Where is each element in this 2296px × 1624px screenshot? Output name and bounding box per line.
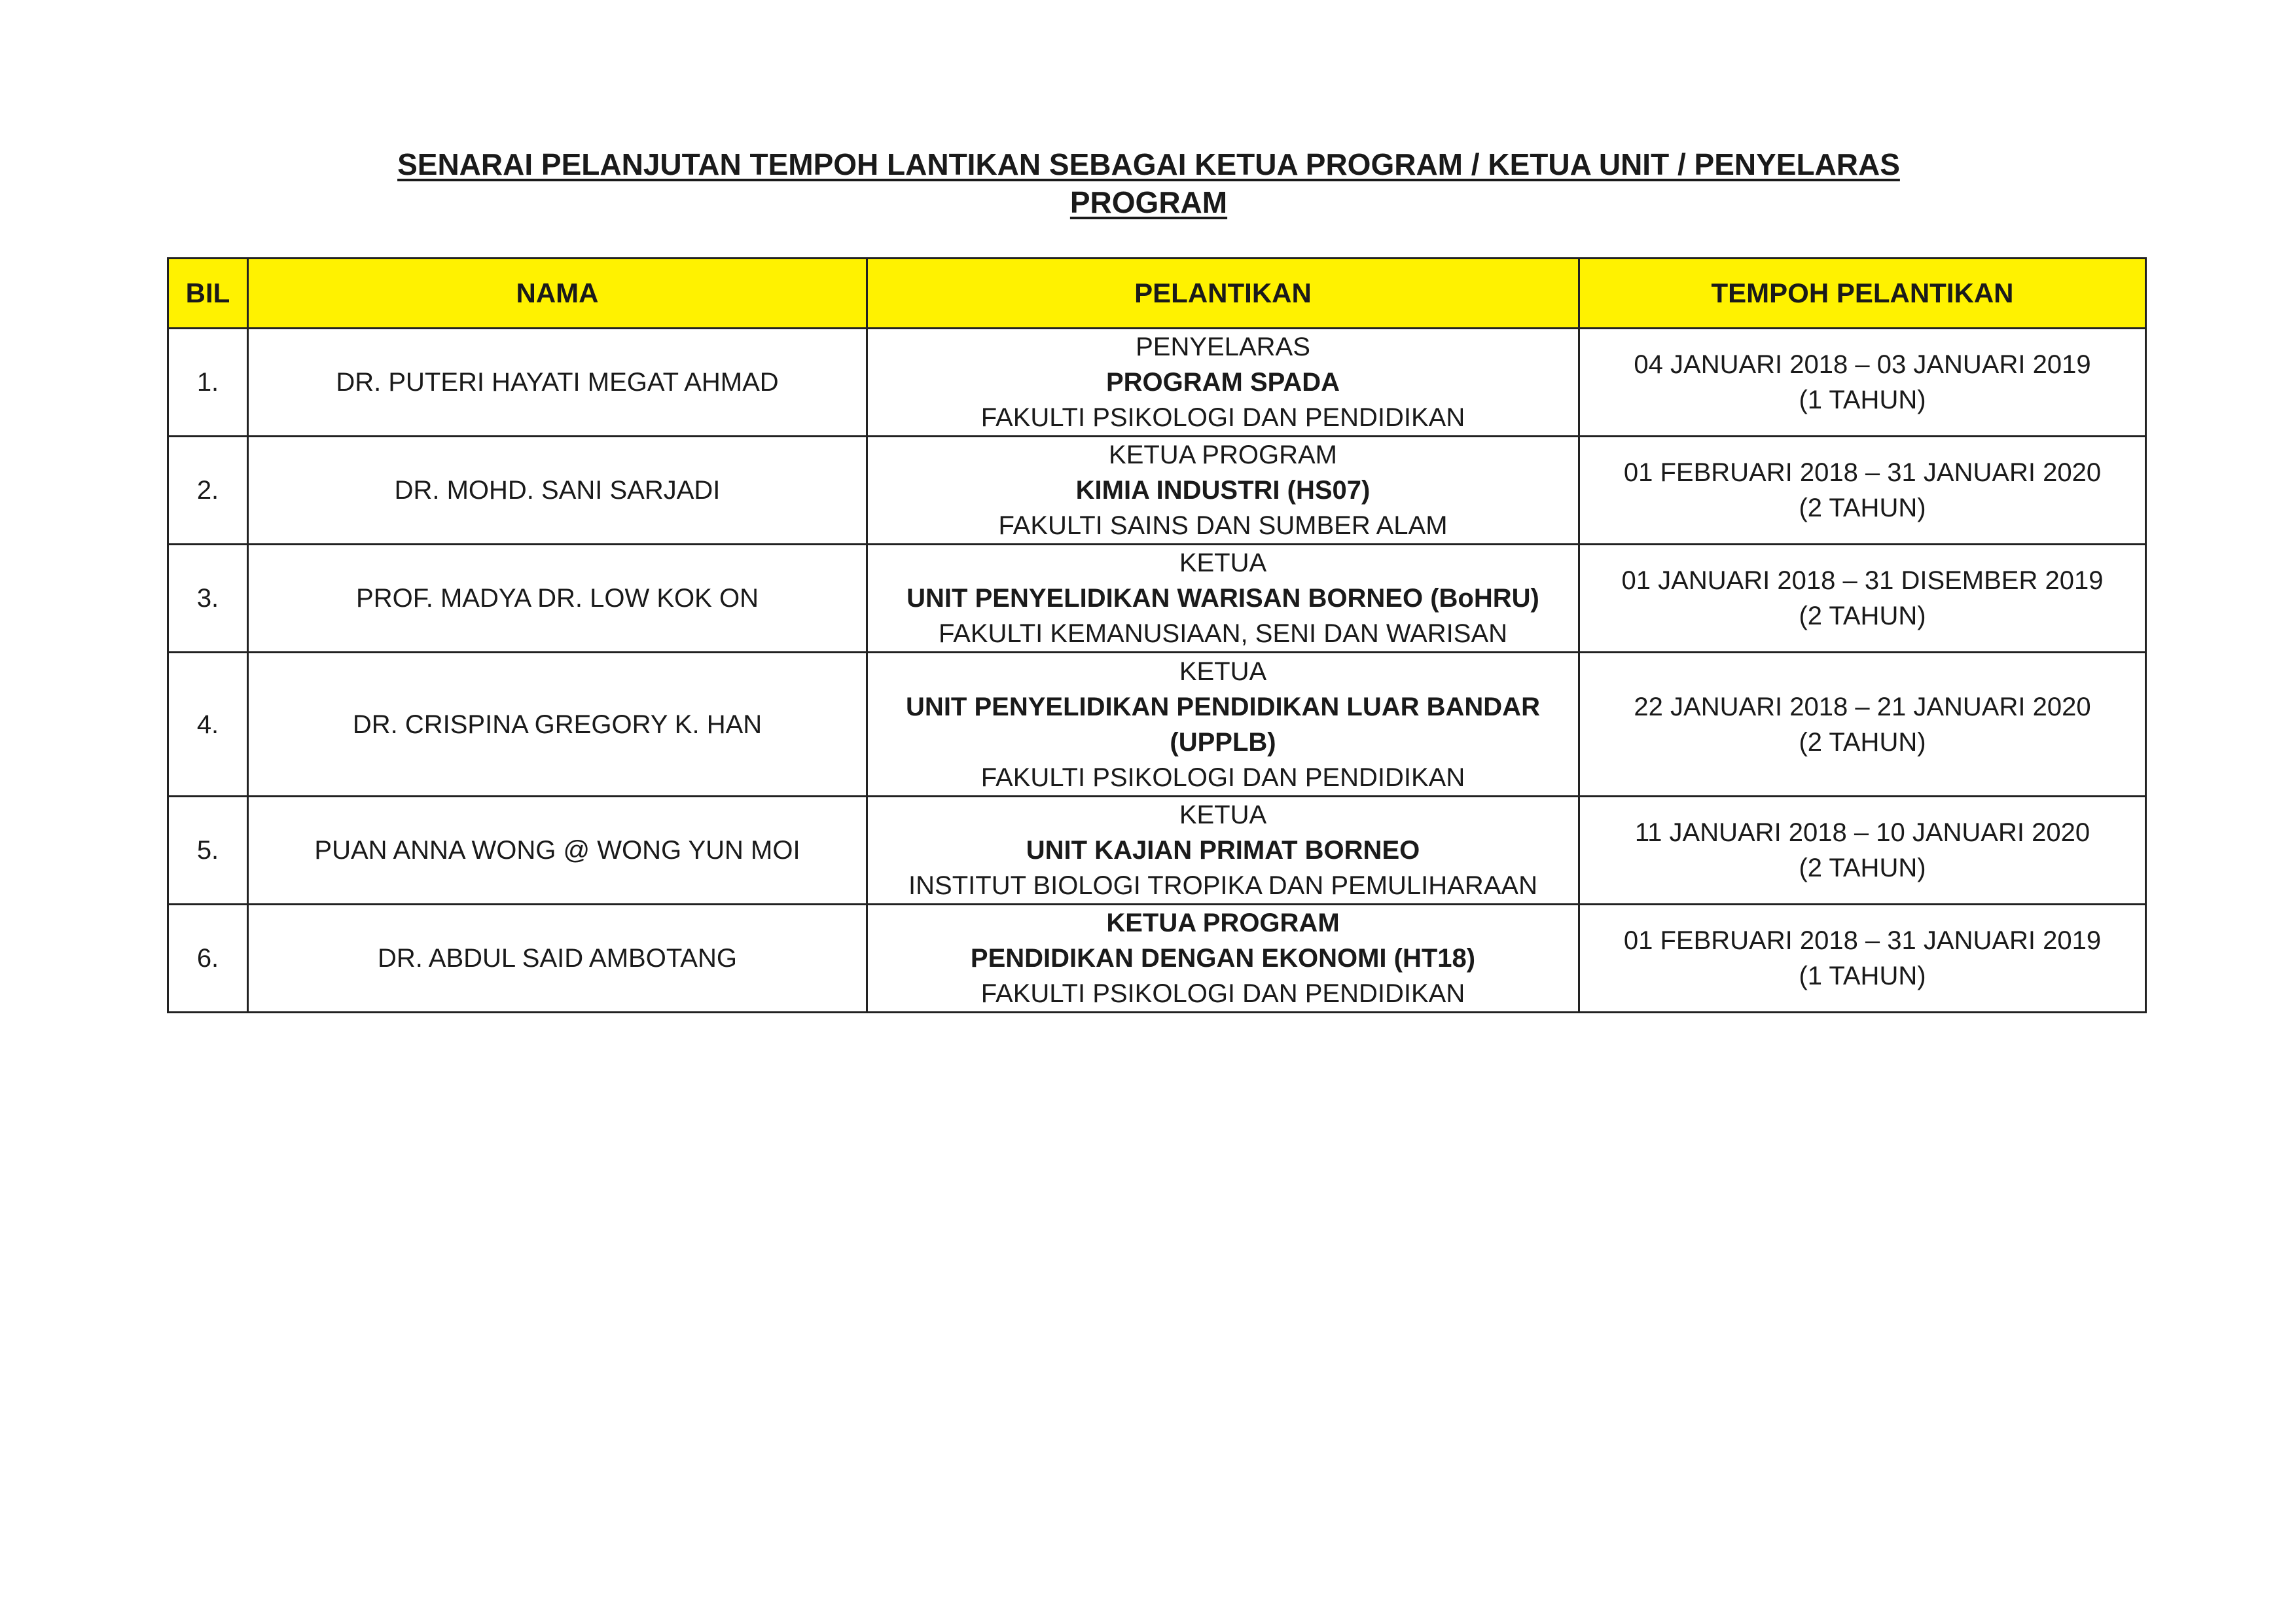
appointment-role: PENYELARAS	[1136, 333, 1310, 361]
appointment-period: 01 JANUARI 2018 – 31 DISEMBER 2019	[1621, 566, 2104, 595]
table-row	[168, 329, 2146, 437]
appointment-period: 01 FEBRUARI 2018 – 31 JANUARI 2019	[1623, 926, 2102, 955]
appointment-unit: UNIT PENYELIDIKAN PENDIDIKAN LUAR BANDAR	[906, 692, 1540, 721]
appointment-faculty: FAKULTI PSIKOLOGI DAN PENDIDIKAN	[980, 979, 1465, 1008]
cell-nama: DR. ABDUL SAID AMBOTANG	[248, 905, 867, 1013]
cell-pelantikan	[867, 905, 1579, 1013]
cell-pelantikan	[867, 653, 1579, 797]
cell-tempoh	[1579, 545, 2146, 653]
table-header-row	[168, 259, 2146, 329]
appointment-duration: (2 TAHUN)	[1799, 494, 1926, 522]
appointment-faculty: FAKULTI PSIKOLOGI DAN PENDIDIKAN	[980, 763, 1465, 792]
appointment-role: KETUA	[1179, 657, 1267, 686]
appointment-duration: (2 TAHUN)	[1799, 854, 1926, 882]
title-line-2: PROGRAM	[1069, 185, 1228, 219]
appointment-faculty: INSTITUT BIOLOGI TROPIKA DAN PEMULIHARAAN	[908, 871, 1537, 900]
cell-bil: 3.	[168, 545, 248, 653]
cell-pelantikan	[867, 437, 1579, 545]
appointment-role: KETUA	[1179, 549, 1267, 577]
appointment-period: 01 FEBRUARI 2018 – 31 JANUARI 2020	[1623, 458, 2102, 487]
cell-nama: DR. MOHD. SANI SARJADI	[248, 437, 867, 545]
cell-bil: 5.	[168, 797, 248, 905]
cell-bil: 2.	[168, 437, 248, 545]
cell-tempoh	[1579, 905, 2146, 1013]
cell-nama: DR. CRISPINA GREGORY K. HAN	[248, 653, 867, 797]
appointment-unit: UNIT KAJIAN PRIMAT BORNEO	[1026, 836, 1420, 865]
table-row	[168, 545, 2146, 653]
table-row	[168, 437, 2146, 545]
table-row	[168, 905, 2146, 1013]
cell-bil: 4.	[168, 653, 248, 797]
cell-tempoh	[1579, 797, 2146, 905]
appointment-unit: PENDIDIKAN DENGAN EKONOMI (HT18)	[970, 944, 1476, 973]
cell-pelantikan	[867, 545, 1579, 653]
title-line-1: SENARAI PELANJUTAN TEMPOH LANTIKAN SEBAGAI KETUA PROGRAM / KETUA UNIT / PENYELARAS	[397, 147, 1900, 181]
appointment-unit: PROGRAM SPADA	[1105, 368, 1340, 397]
cell-nama: PROF. MADYA DR. LOW KOK ON	[248, 545, 867, 653]
appointment-duration: (1 TAHUN)	[1799, 386, 1926, 414]
cell-bil: 1.	[168, 329, 248, 437]
appointment-period: 22 JANUARI 2018 – 21 JANUARI 2020	[1634, 692, 2091, 721]
header-pelantikan: PELANTIKAN	[867, 259, 1579, 329]
header-tempoh: TEMPOH PELANTIKAN	[1579, 259, 2146, 329]
header-bil: BIL	[168, 259, 248, 329]
appointment-unit: UNIT PENYELIDIKAN WARISAN BORNEO (BoHRU)	[906, 584, 1539, 613]
appointment-role: KETUA	[1179, 801, 1267, 829]
appointment-duration: (2 TAHUN)	[1799, 602, 1926, 630]
cell-nama: DR. PUTERI HAYATI MEGAT AHMAD	[248, 329, 867, 437]
appointment-unit: KIMIA INDUSTRI (HS07)	[1075, 476, 1371, 505]
appointment-duration: (1 TAHUN)	[1799, 962, 1926, 990]
appointment-unit-extra: (UPPLB)	[1170, 727, 1276, 757]
appointment-period: 11 JANUARI 2018 – 10 JANUARI 2020	[1634, 818, 2090, 847]
cell-tempoh	[1579, 329, 2146, 437]
cell-tempoh	[1579, 653, 2146, 797]
table-row	[168, 797, 2146, 905]
appointment-period: 04 JANUARI 2018 – 03 JANUARI 2019	[1634, 350, 2091, 379]
cell-pelantikan	[867, 797, 1579, 905]
appointment-faculty: FAKULTI SAINS DAN SUMBER ALAM	[998, 511, 1448, 540]
appointment-duration: (2 TAHUN)	[1799, 727, 1926, 757]
cell-bil: 6.	[168, 905, 248, 1013]
document-title	[167, 145, 2130, 221]
table-row	[168, 653, 2146, 797]
appointment-faculty: FAKULTI PSIKOLOGI DAN PENDIDIKAN	[980, 403, 1465, 432]
appointment-role: KETUA PROGRAM	[1109, 441, 1337, 469]
appointment-table	[167, 257, 2147, 1013]
cell-tempoh	[1579, 437, 2146, 545]
cell-nama: PUAN ANNA WONG @ WONG YUN MOI	[248, 797, 867, 905]
cell-pelantikan	[867, 329, 1579, 437]
appointment-faculty: FAKULTI KEMANUSIAAN, SENI DAN WARISAN	[938, 619, 1508, 648]
header-nama: NAMA	[248, 259, 867, 329]
appointment-role: KETUA PROGRAM	[1106, 909, 1340, 937]
